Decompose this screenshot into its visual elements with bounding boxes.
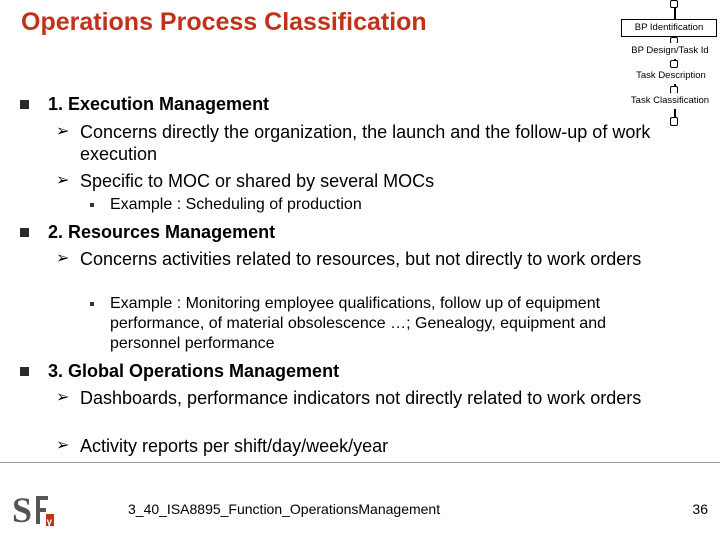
arrow-bullet-icon: ➢ — [56, 437, 70, 454]
arrow-bullet-icon: ➢ — [56, 123, 70, 140]
process-flow-diagram — [590, 0, 720, 130]
small-square-bullet-icon — [90, 203, 94, 207]
sub-list-item: Example : Monitoring employee qualifications, follow up of equipment performance, of material obsolescence …; Genealogy, equipment and personnel performance — [110, 294, 680, 354]
footer-divider — [0, 462, 720, 463]
flow-step-task-classification: Task Classification — [622, 93, 718, 109]
square-bullet-icon — [20, 100, 29, 109]
square-bullet-icon — [20, 228, 29, 237]
arrow-bullet-icon: ➢ — [56, 250, 70, 267]
section-heading: 3. Global Operations Management — [48, 361, 339, 382]
list-item: ➢ Dashboards, performance indicators not directly related to work orders — [56, 388, 642, 408]
flow-step-task-description: Task Description — [627, 68, 715, 84]
page-number: 36 — [692, 501, 708, 517]
square-bullet-icon — [20, 367, 29, 376]
flow-step-bp-design: BP Design/Task Id — [624, 43, 716, 59]
svg-text:S: S — [12, 490, 33, 528]
flow-connector — [670, 0, 678, 8]
sfy-logo-icon — [12, 488, 54, 528]
list-item: ➢ Specific to MOC or shared by several MOCs — [56, 171, 435, 191]
list-item: ➢ Activity reports per shift/day/week/year — [56, 436, 389, 456]
list-item: ➢ Concerns activities related to resources, but not directly to work orders — [56, 249, 642, 269]
arrow-bullet-icon: ➢ — [56, 389, 70, 406]
list-item: ➢ Concerns directly the organization, the launch and the follow-up of work execution — [56, 122, 651, 164]
small-square-bullet-icon — [90, 302, 94, 306]
section-heading: 1. Execution Management — [48, 94, 269, 115]
flow-connector — [670, 117, 678, 126]
svg-text:y: y — [46, 517, 53, 528]
page-title: Operations Process Classification — [21, 8, 427, 36]
footer-filename: 3_40_ISA8895_Function_OperationsManagement — [128, 501, 441, 517]
flow-connector — [670, 60, 678, 68]
flow-step-bp-identification: BP Identification — [621, 19, 717, 37]
sub-list-item: Example : Scheduling of production — [110, 195, 670, 215]
section-heading: 2. Resources Management — [48, 222, 275, 243]
arrow-bullet-icon: ➢ — [56, 172, 70, 189]
